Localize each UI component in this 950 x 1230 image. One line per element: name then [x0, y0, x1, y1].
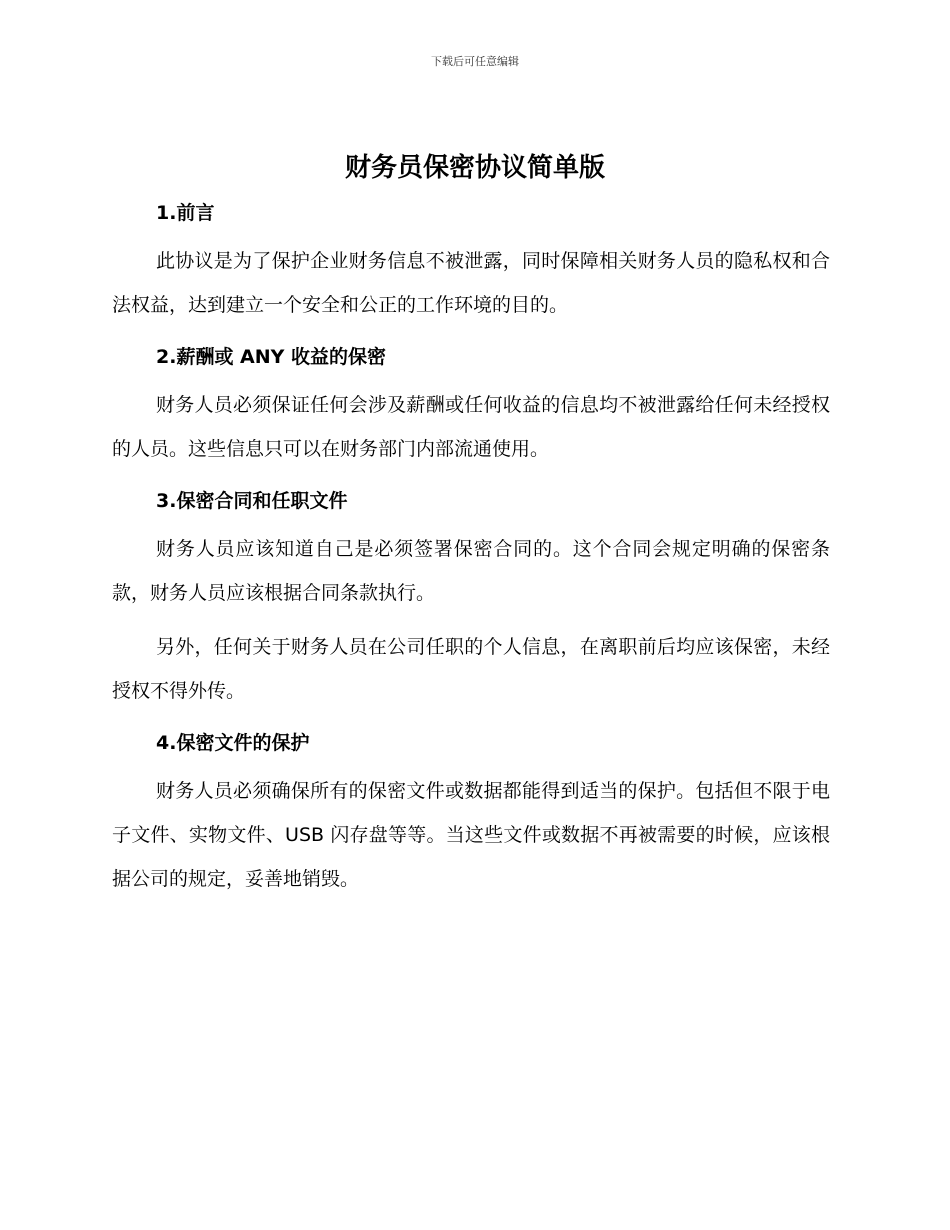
section-paragraph: 另外，任何关于财务人员在公司任职的个人信息，在离职前后均应该保密，未经授权不得外传。: [112, 636, 830, 702]
section-confidentiality-contract: [112, 481, 830, 713]
section-document-protection: [112, 723, 830, 901]
section-salary-confidentiality: [112, 337, 830, 471]
page-header-note: 下载后可任意编辑: [431, 55, 519, 68]
section-paragraph: 财务人员必须确保所有的保密文件或数据都能得到适当的保护。包括但不限于电子文件、实物文件、USB 闪存盘等等。当这些文件或数据不再被需要的时候，应该根据公司的规定，妥善地销毁。: [112, 780, 830, 890]
section-heading: 1.前言: [156, 202, 215, 224]
section-heading: 3.保密合同和任职文件: [156, 490, 348, 512]
section-paragraph: 财务人员必须保证任何会涉及薪酬或任何收益的信息均不被泄露给任何未经授权的人员。这些信息只可以在财务部门内部流通使用。: [112, 394, 830, 460]
section-paragraph: 财务人员应该知道自己是必须签署保密合同的。这个合同会规定明确的保密条款，财务人员应该根据合同条款执行。: [112, 538, 830, 604]
section-paragraph: 此协议是为了保护企业财务信息不被泄露，同时保障相关财务人员的隐私权和合法权益，达到建立一个安全和公正的工作环境的目的。: [112, 250, 830, 316]
section-preface: [112, 193, 830, 327]
section-heading: 2.薪酬或 ANY 收益的保密: [156, 346, 387, 368]
section-heading: 4.保密文件的保护: [156, 732, 310, 754]
document-title: 财务员保密协议简单版: [344, 153, 605, 183]
document-body: [112, 193, 830, 911]
